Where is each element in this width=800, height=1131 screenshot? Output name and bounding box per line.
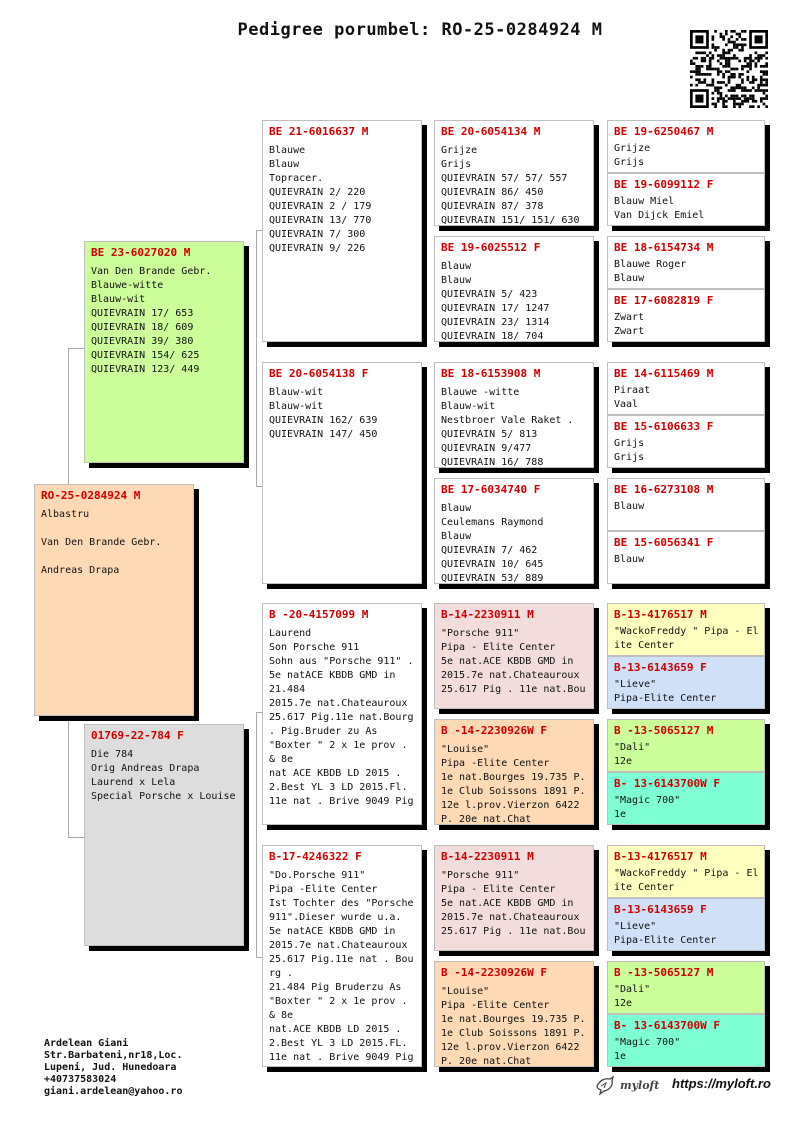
pedigree-line: Van Den Brande Gebr. (41, 537, 162, 548)
pedigree-line: QUIEVRAIN 147/ 450 (269, 429, 378, 440)
pedigree-line: 12e l.prov.Vierzon 6422 (441, 800, 580, 811)
pedigree-line: Blauwe-witte (91, 280, 164, 291)
pedigree-line: Grijze (614, 143, 651, 154)
pedigree-line: 11e nat . Brive 9049 Pig (269, 796, 414, 807)
pedigree-line: Albastru (41, 509, 90, 520)
breeder-city: Lupeni, Jud. Hunedoara (44, 1062, 177, 1073)
pedigree-line: Grijs (614, 157, 645, 168)
pedigree-line: & 8e (269, 754, 294, 765)
pedigree-line: "Do.Porsche 911" (269, 870, 366, 881)
pigeon-card-gen3[interactable] (434, 362, 594, 468)
ring-number: BE 17-6082819 F (614, 294, 714, 307)
pedigree-line: Blauwe -witte (441, 387, 520, 398)
page-title: Pedigree porumbel: RO-25-0284924 M (237, 20, 603, 40)
pedigree-line: ite Center (614, 640, 675, 651)
pedigree-line: P. 20e nat.Chat (441, 814, 532, 825)
ring-number: BE 19-6250467 M (614, 125, 714, 138)
ring-number: B -13-5065127 M (614, 966, 714, 979)
pigeon-card-gen4[interactable] (607, 898, 765, 951)
pedigree-line: "WackoFreddy " Pipa - El (614, 868, 759, 879)
pedigree-line: QUIEVRAIN 53/ 889 (441, 573, 544, 584)
pedigree-line: "Boxter " 2 x 1e prov . (269, 996, 408, 1007)
pedigree-line: P. 20e nat.Chat (441, 1056, 532, 1067)
pedigree-line: Grijs (614, 438, 645, 449)
pedigree-line: Die 784 (91, 749, 134, 760)
pedigree-line: Pipa -Elite Center (441, 1000, 550, 1011)
pigeon-card-gen4[interactable] (607, 961, 765, 1014)
pedigree-line: Blauw (269, 159, 300, 170)
pedigree-line: Ist Tochter des "Porsche (269, 898, 414, 909)
pedigree-line: QUIEVRAIN 57/ 57/ 557 (441, 173, 568, 184)
ring-number: BE 20-6054138 F (269, 367, 369, 380)
pedigree-line: "Magic 700" (614, 1037, 681, 1048)
pedigree-line: Blauw (614, 554, 645, 565)
ring-number: B-14-2230911 M (441, 608, 534, 621)
pedigree-line: Blauw (441, 503, 472, 514)
pedigree-line: "Porsche 911" (441, 870, 520, 881)
pedigree-line: QUIEVRAIN 18/ 609 (91, 322, 194, 333)
pedigree-line: "Lieve" (614, 679, 657, 690)
pigeon-card-gen4[interactable] (607, 531, 765, 584)
website-link[interactable]: https://myloft.ro (672, 1076, 771, 1091)
pedigree-line: 25.617 Pig.11e nat . Bou (269, 954, 414, 965)
pigeon-card-gen4[interactable] (607, 236, 765, 289)
pedigree-line: Andreas Drapa (41, 565, 120, 576)
ring-number: B-13-4176517 M (614, 850, 707, 863)
pigeon-card-gen3[interactable] (434, 603, 594, 709)
logo-text: myloft (620, 1078, 660, 1092)
pedigree-line: 25.617 Pig . 11e nat.Bou (441, 926, 586, 937)
ring-number: BE 21-6016637 M (269, 125, 369, 138)
ring-number: BE 15-6056341 F (614, 536, 714, 549)
pigeon-card-gen4[interactable] (607, 120, 765, 173)
pedigree-line: rg . (269, 968, 294, 979)
pigeon-card-gen2[interactable] (262, 120, 422, 342)
pedigree-line: ite Center (614, 882, 675, 893)
pedigree-line: 1e nat.Bourges 19.735 P. (441, 772, 586, 783)
pedigree-line: 1e Club Soissons 1891 P. (441, 1028, 586, 1039)
pigeon-icon (594, 1074, 616, 1096)
ring-number: B -14-2230926W F (441, 724, 547, 737)
pigeon-card-gen4[interactable] (607, 656, 765, 709)
pedigree-line: nat.ACE KBDB LD 2015 . (269, 1024, 402, 1035)
pedigree-line: "Dali" (614, 984, 651, 995)
pedigree-line: "Porsche 911" (441, 628, 520, 639)
pigeon-card-gen4[interactable] (607, 845, 765, 898)
pedigree-line: Vaal (614, 399, 639, 410)
pigeon-card-gen4[interactable] (607, 173, 765, 226)
pedigree-line: 11e nat . Brive 9049 Pig (269, 1052, 414, 1063)
pedigree-line: Zwart (614, 312, 645, 323)
pedigree-line: 12e (614, 756, 633, 767)
pedigree-line: QUIEVRAIN 154/ 625 (91, 350, 200, 361)
ring-number: RO-25-0284924 M (41, 489, 141, 502)
pedigree-line: QUIEVRAIN 86/ 450 (441, 187, 544, 198)
pedigree-line: QUIEVRAIN 2/ 220 (269, 187, 366, 198)
pedigree-line: nat ACE KBDB LD 2015 . (269, 768, 402, 779)
pedigree-line: 1e (614, 1051, 627, 1062)
pedigree-line: "WackoFreddy " Pipa - El (614, 626, 759, 637)
pedigree-line: Zwart (614, 326, 645, 337)
pedigree-line: Laurend (269, 628, 312, 639)
ring-number: BE 15-6106633 F (614, 420, 714, 433)
ring-number: BE 20-6054134 M (441, 125, 541, 138)
pedigree-line: Blauwe (269, 145, 306, 156)
pedigree-line: QUIEVRAIN 10/ 645 (441, 559, 544, 570)
pedigree-line: 25.617 Pig . 11e nat.Bou (441, 684, 586, 695)
pedigree-line: Son Porsche 911 (269, 642, 360, 653)
pigeon-card-gen3[interactable] (434, 478, 594, 584)
pigeon-card-gen2[interactable] (262, 603, 422, 825)
pedigree-line: Laurend x Lela (91, 777, 176, 788)
pedigree-line: Pipa -Elite Center (441, 758, 550, 769)
pigeon-card-dam[interactable] (84, 724, 244, 946)
pedigree-line: 1e nat.Bourges 19.735 P. (441, 1014, 586, 1025)
pedigree-line: & 8e (269, 1010, 294, 1021)
breeder-phone: +40737583024 (44, 1074, 117, 1085)
pedigree-line: Piraat (614, 385, 651, 396)
pigeon-card-gen4[interactable] (607, 362, 765, 415)
pedigree-line: QUIEVRAIN 162/ 639 (269, 415, 378, 426)
pedigree-line: Grijze (441, 145, 478, 156)
pedigree-line: 2.Best YL 3 LD 2015.FL. (269, 1038, 408, 1049)
pigeon-card-gen3[interactable] (434, 236, 594, 342)
pedigree-line: Blauw (441, 261, 472, 272)
pigeon-card-gen2[interactable] (262, 845, 422, 1067)
pedigree-line: "Boxter " 2 x 1e prov . (269, 740, 408, 751)
pigeon-card-root[interactable] (34, 484, 194, 716)
pedigree-line: QUIEVRAIN 13/ 770 (269, 215, 372, 226)
pedigree-line: QUIEVRAIN 151/ 151/ 630 (441, 215, 580, 226)
pedigree-line: Blauw-wit (269, 401, 324, 412)
pedigree-line: QUIEVRAIN 9/ 226 (269, 243, 366, 254)
pedigree-line: Blauw-wit (441, 401, 496, 412)
myloft-logo[interactable] (594, 1074, 659, 1096)
pedigree-line: QUIEVRAIN 17/ 1247 (441, 303, 550, 314)
breeder-name: Ardelean Giani (44, 1038, 129, 1049)
pedigree-line: Ceulemans Raymond (441, 517, 544, 528)
ring-number: B -13-5065127 M (614, 724, 714, 737)
pedigree-line: QUIEVRAIN 17/ 653 (91, 308, 194, 319)
pedigree-line: QUIEVRAIN 16/ 788 (441, 457, 544, 468)
pedigree-line: . Pig.Bruder zu As (269, 726, 378, 737)
pedigree-line: QUIEVRAIN 5/ 813 (441, 429, 538, 440)
pedigree-line: 5e nat.ACE KBDB GMD in (441, 656, 574, 667)
pedigree-line: Blauw (614, 273, 645, 284)
pedigree-line: QUIEVRAIN 123/ 449 (91, 364, 200, 375)
ring-number: B -20-4157099 M (269, 608, 369, 621)
ring-number: 01769-22-784 F (91, 729, 184, 742)
pedigree-line: 21.484 (269, 684, 306, 695)
ring-number: B- 13-6143700W F (614, 1019, 720, 1032)
pigeon-card-gen4[interactable] (607, 772, 765, 825)
pedigree-line: 12e (614, 998, 633, 1009)
pedigree-line: "Lieve" (614, 921, 657, 932)
pedigree-line: 1e Club Soissons 1891 P. (441, 786, 586, 797)
pedigree-line: 2015.7e nat.Chateauroux (269, 698, 408, 709)
pedigree-line: QUIEVRAIN 5/ 423 (441, 289, 538, 300)
pedigree-line: 911".Dieser wurde u.a. (269, 912, 402, 923)
pigeon-card-gen3[interactable] (434, 719, 594, 825)
breeder-contact (44, 1038, 182, 1098)
qr-code[interactable] (690, 30, 768, 108)
pedigree-line: Blauw-wit (91, 294, 146, 305)
pedigree-line: Topracer. (269, 173, 324, 184)
ring-number: BE 17-6034740 F (441, 483, 541, 496)
pedigree-line: "Louise" (441, 986, 490, 997)
ring-number: B-17-4246322 F (269, 850, 362, 863)
pedigree-line: "Dali" (614, 742, 651, 753)
ring-number: BE 18-6154734 M (614, 241, 714, 254)
pedigree-line: "Louise" (441, 744, 490, 755)
pedigree-line: QUIEVRAIN 23/ 1314 (441, 317, 550, 328)
pedigree-line: 21.484 Pig Bruderzu As (269, 982, 402, 993)
ring-number: B-14-2230911 M (441, 850, 534, 863)
pedigree-line: Pipa - Elite Center (441, 642, 556, 653)
ring-number: BE 18-6153908 M (441, 367, 541, 380)
ring-number: BE 19-6099112 F (614, 178, 714, 191)
pigeon-card-gen4[interactable] (607, 1014, 765, 1067)
pedigree-line: Pipa-Elite Center (614, 693, 717, 704)
pedigree-line: Pipa -Elite Center (269, 884, 378, 895)
pigeon-card-gen3[interactable] (434, 845, 594, 951)
pedigree-line: 2015.7e nat.Chateauroux (441, 912, 580, 923)
pigeon-card-gen4[interactable] (607, 719, 765, 772)
breeder-address: Str.Barbateni,nr18,Loc. (44, 1050, 183, 1061)
pedigree-line: 5e natACE KBDB GMD in (269, 670, 396, 681)
pedigree-line: QUIEVRAIN 7/ 300 (269, 229, 366, 240)
pigeon-card-gen2[interactable] (262, 362, 422, 584)
ring-number: B-13-4176517 M (614, 608, 707, 621)
pedigree-line: 1e (614, 809, 627, 820)
pigeon-card-gen4[interactable] (607, 415, 765, 468)
pedigree-line: QUIEVRAIN 18/ 704 (441, 331, 544, 342)
pigeon-card-gen3[interactable] (434, 961, 594, 1067)
pedigree-line: 2.Best YL 3 LD 2015.Fl. (269, 782, 408, 793)
pedigree-line: Special Porsche x Louise (91, 791, 236, 802)
pedigree-line: 2015.7e nat.Chateauroux (441, 670, 580, 681)
ring-number: B-13-6143659 F (614, 661, 707, 674)
pedigree-line: Blauw (441, 275, 472, 286)
ring-number: BE 14-6115469 M (614, 367, 714, 380)
pedigree-line: 2015.7e nat.Chateauroux (269, 940, 408, 951)
pedigree-line: Grijs (614, 452, 645, 463)
pigeon-card-gen3[interactable] (434, 120, 594, 226)
pedigree-line: "Magic 700" (614, 795, 681, 806)
pedigree-line: Blauwe Roger (614, 259, 687, 270)
pedigree-line: Blauw Miel (614, 196, 675, 207)
pedigree-line: QUIEVRAIN 9/477 (441, 443, 532, 454)
pigeon-card-gen4[interactable] (607, 478, 765, 531)
ring-number: B- 13-6143700W F (614, 777, 720, 790)
ring-number: BE 23-6027020 M (91, 246, 191, 259)
pedigree-line: 12e l.prov.Vierzon 6422 (441, 1042, 580, 1053)
pedigree-line: Blauw (441, 531, 472, 542)
pedigree-line: Nestbroer Vale Raket . (441, 415, 574, 426)
pedigree-line: 5e natACE KBDB GMD in (269, 926, 396, 937)
pedigree-line: Van Dijck Emiel (614, 210, 705, 221)
pedigree-line: Blauw (614, 501, 645, 512)
pedigree-line: 25.617 Pig.11e nat.Bourg (269, 712, 414, 723)
pedigree-line: QUIEVRAIN 39/ 380 (91, 336, 194, 347)
pedigree-line: Orig Andreas Drapa (91, 763, 200, 774)
pedigree-line: 5e nat.ACE KBDB GMD in (441, 898, 574, 909)
pedigree-line: QUIEVRAIN 7/ 462 (441, 545, 538, 556)
pedigree-line: Grijs (441, 159, 472, 170)
ring-number: B-13-6143659 F (614, 903, 707, 916)
pedigree-line: Blauw-wit (269, 387, 324, 398)
pedigree-line: QUIEVRAIN 87/ 378 (441, 201, 544, 212)
pigeon-card-gen4[interactable] (607, 289, 765, 342)
pedigree-line: Sohn aus "Porsche 911" . (269, 656, 414, 667)
pigeon-card-sire[interactable] (84, 241, 244, 463)
pedigree-line: QUIEVRAIN 2 / 179 (269, 201, 372, 212)
ring-number: BE 19-6025512 F (441, 241, 541, 254)
pedigree-line: Van Den Brande Gebr. (91, 266, 212, 277)
ring-number: B -14-2230926W F (441, 966, 547, 979)
pigeon-card-gen4[interactable] (607, 603, 765, 656)
pedigree-line: Pipa-Elite Center (614, 935, 717, 946)
breeder-email[interactable]: giani.ardelean@yahoo.ro (44, 1086, 183, 1097)
pedigree-line: Pipa - Elite Center (441, 884, 556, 895)
ring-number: BE 16-6273108 M (614, 483, 714, 496)
